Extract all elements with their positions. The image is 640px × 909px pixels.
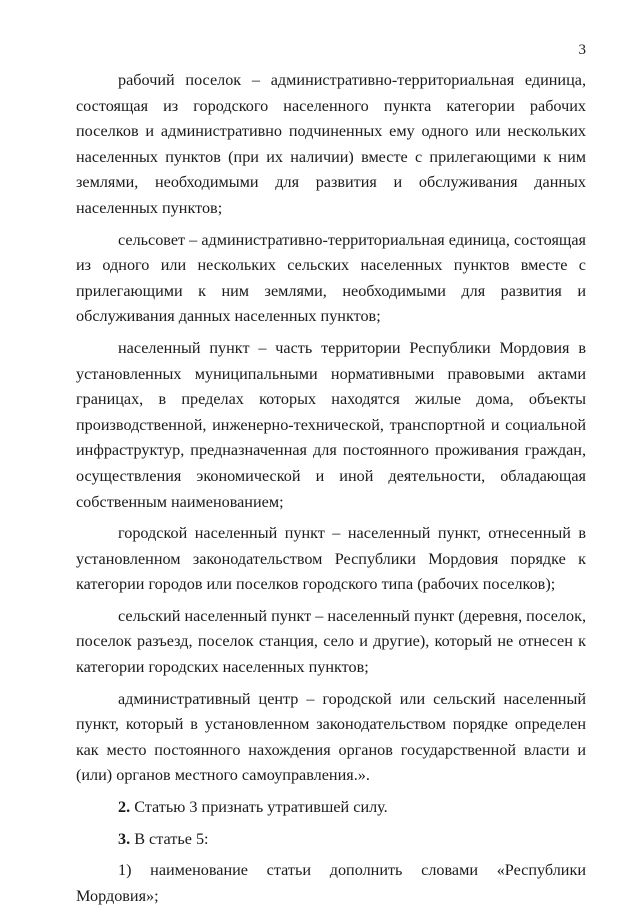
page-number: 3 xyxy=(578,42,586,58)
definition-paragraph-rabochiy-poselok: рабочий поселок – административно-территориальная единица, состоящая из городского населенного пункта категории рабочих поселков и административно подчиненных ему одного или нескольких населенных пунктов (при их наличии) вместе с прилегающими к ним землями, необходимыми для развития и обслуживания данных населенных пунктов; xyxy=(76,71,586,217)
definition-paragraph-selsovet: сельсовет – административно-территориальная единица, состоящая из одного или нескольких сельских населенных пунктов вместе с прилегающими к ним землями, необходимыми для развития и обслуживания данных населенных пунктов; xyxy=(76,230,586,326)
article-item-2 xyxy=(76,795,586,821)
definition-paragraph-naselenny-punkt: населенный пункт – часть территории Республики Мордовия в установленных муниципальными нормативными правовыми актами границах, в пределах которых находятся жилые дома, объекты производственной, инженерно-технической, транспортной и социальной инфраструктур, предназначенная для постоянного проживания граждан, осуществления экономической и иной деятельности, обладающая собственным наименованием; xyxy=(76,338,586,511)
article-item-text: В статье 5: xyxy=(130,829,209,848)
article-item-text: Статью 3 признать утратившей силу. xyxy=(130,798,388,817)
definition-paragraph-gorodskoy-punkt: городской населенный пункт – населенный пункт, отнесенный в установленном законодательством Республики Мордовия порядке к категории городов или поселков городского типа (рабочих поселков); xyxy=(76,524,586,594)
definition-paragraph-selskiy-punkt: сельский населенный пункт – населенный пункт (деревня, поселок, поселок разъезд, поселок станция, село и другие), который не отнесен к категории городских населенных пунктов; xyxy=(76,606,586,677)
definition-paragraph-admin-center: административный центр – городской или сельский населенный пункт, который в установленном законодательством порядке определен как место постоянного нахождения органов государственной власти и (или) органов местного самоуправления.». xyxy=(76,689,586,785)
article-item-3 xyxy=(76,827,586,853)
document-body xyxy=(76,68,586,909)
article-item-number: 3. xyxy=(118,829,131,848)
article-subitem-1: 1) наименование статьи дополнить словами «Республики Мордовия»; xyxy=(76,861,586,905)
article-item-number: 2. xyxy=(118,798,131,817)
